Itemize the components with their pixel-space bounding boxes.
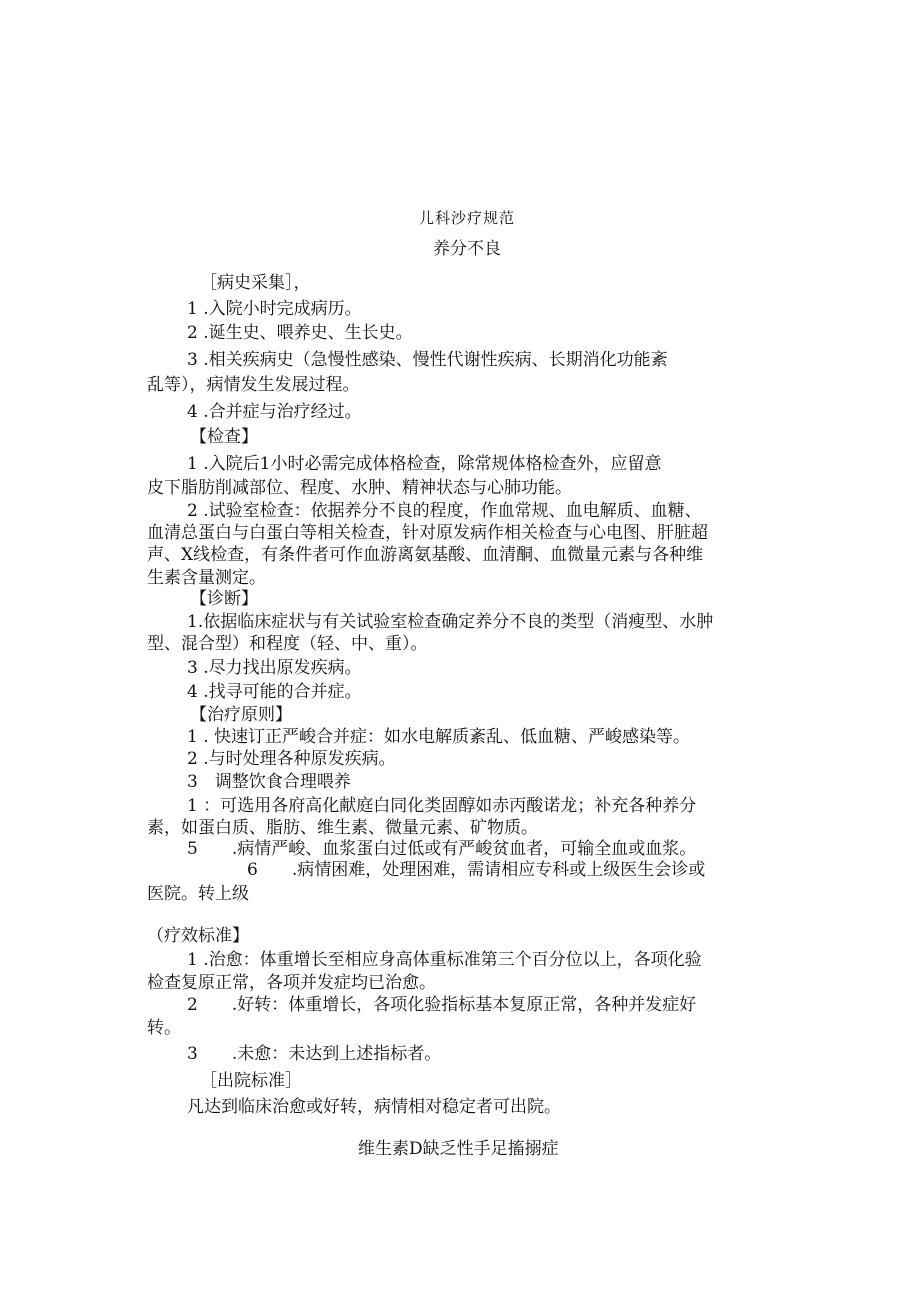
heading-examination: 【检查】 — [190, 427, 258, 447]
text-line: 乱等），病情发生发展过程。 — [147, 375, 360, 395]
text-line: 血清总蛋白与白蛋白等相关检查，针对原发病作相关检查与心电图、肝脏超 — [147, 523, 708, 543]
heading-history: ［病史采集］， — [200, 273, 311, 293]
text-line: 3 .尽力找出原发疾病。 — [187, 658, 362, 678]
text-line: 1.依据临床症状与有关试验室检查确定养分不良的类型（消瘦型、水肿 — [187, 612, 714, 632]
text-line: 1 . 快速订正严峻合并症：如水电解质紊乱、低血糖、严峻感染等。 — [187, 727, 691, 747]
text-line: 皮下脂肪削减部位、程度、水肿、精神状态与心肺功能。 — [147, 478, 572, 498]
text-line: 生素含量测定。 — [147, 568, 266, 588]
text-line: 4 .找寻可能的合并症。 — [187, 682, 362, 702]
heading-diagnosis: 【诊断】 — [190, 589, 258, 609]
text-line: 1 .入院小时完成病历。 — [187, 299, 362, 319]
text-line: 型、混合型）和程度（轻、中、重）。 — [147, 634, 428, 654]
text-line: 2 .好转：体重增长，各项化验指标基本复原正常，各种并发症好 — [187, 995, 697, 1015]
text-line: 6 .病情困难，处理困难，需请相应专科或上级医生会诊或 — [247, 860, 706, 880]
text-line: 1 .入院后1小时必需完成体格检查，除常规体格检查外，应留意 — [187, 454, 662, 474]
text-line: 1 ：可选用各府高化献庭白同化类固醇如赤丙酸诺龙；补充各种养分 — [187, 796, 697, 816]
text-line: 3 调整饮食合理喂养 — [187, 772, 351, 792]
text-line: 声、X线检查，有条件者可作血游离氨基酸、血清酮、血微量元素与各种维 — [147, 545, 704, 565]
heading-treatment: 【治疗原则】 — [190, 705, 292, 725]
text-line: 1 .治愈：体重增长至相应身高体重标准第三个百分位以上，各项化验 — [187, 950, 702, 970]
text-line: 3 .相关疾病史（急慢性感染、慢性代谢性疾病、长期消化功能紊 — [187, 350, 668, 370]
text-line: 医院。转上级 — [147, 884, 249, 904]
text-line: 3 .未愈：未达到上述指标者。 — [187, 1044, 442, 1064]
text-line: 凡达到临床治愈或好转，病情相对稳定者可出院。 — [187, 1097, 561, 1117]
next-section-title: 维生素D缺乏性手足搐搦症 — [358, 1139, 559, 1159]
text-line: 2 .与时处理各种原发疾病。 — [187, 749, 396, 769]
heading-efficacy: （疗效标准】 — [147, 926, 249, 946]
text-line: 素，如蛋白质、脂肪、维生素、微量元素、矿物质。 — [147, 818, 538, 838]
section-title: 养分不良 — [433, 239, 501, 259]
text-line: 5 .病情严峻、血浆蛋白过低或有严峻贫血者，可输全血或血浆。 — [187, 839, 697, 859]
heading-discharge: ［出院标准］ — [200, 1071, 302, 1091]
text-line: 2 .试验室检查：依据养分不良的程度，作血常规、血电解质、血糖、 — [187, 501, 702, 521]
text-line: 2 .诞生史、喂养史、生长史。 — [187, 323, 413, 343]
text-line: 检查复原正常，各项并发症均已治愈。 — [147, 973, 436, 993]
text-line: 转。 — [147, 1018, 181, 1038]
text-line: 4 .合并症与治疗经过。 — [187, 402, 362, 422]
document-header: 儿科沙疗规范 — [419, 209, 516, 227]
